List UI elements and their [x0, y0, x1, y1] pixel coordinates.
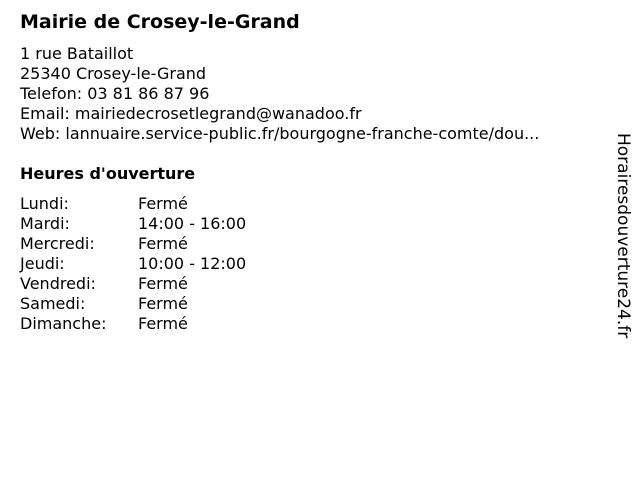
hours-row-wednesday	[20, 234, 600, 254]
day-hours: Fermé	[138, 194, 188, 213]
hours-row-thursday	[20, 254, 600, 274]
day-label: Dimanche:	[20, 314, 107, 333]
day-hours: Fermé	[138, 294, 188, 313]
hours-row-tuesday	[20, 214, 600, 234]
hours-row-saturday	[20, 294, 600, 314]
hours-table	[20, 194, 600, 334]
phone-label: Telefon:	[20, 84, 83, 103]
day-label: Lundi:	[20, 194, 69, 213]
hours-row-friday	[20, 274, 600, 294]
email-label: Email:	[20, 104, 70, 123]
day-label: Vendredi:	[20, 274, 96, 293]
email-address[interactable]: mairiedecrosetlegrand@wanadoo.fr	[74, 104, 362, 123]
day-label: Mardi:	[20, 214, 70, 233]
hours-heading: Heures d'ouverture	[20, 164, 196, 183]
hours-row-monday	[20, 194, 600, 214]
web-link[interactable]: lannuaire.service-public.fr/bourgogne-franche-comte/dou...	[65, 124, 540, 143]
day-hours: 14:00 - 16:00	[138, 214, 247, 233]
web-line	[20, 124, 600, 144]
day-hours: Fermé	[138, 234, 188, 253]
email-line	[20, 104, 600, 124]
street-address: 1 rue Bataillot	[20, 44, 134, 63]
city-line: 25340 Crosey-le-Grand	[20, 64, 207, 83]
day-hours: Fermé	[138, 314, 188, 333]
day-hours: 10:00 - 12:00	[138, 254, 247, 273]
day-label: Samedi:	[20, 294, 86, 313]
day-hours: Fermé	[138, 274, 188, 293]
business-card	[20, 8, 600, 334]
web-label: Web:	[20, 124, 61, 143]
business-name: Mairie de Crosey-le-Grand	[20, 11, 300, 33]
brand-watermark: Horairesdouverture24.fr	[613, 133, 633, 339]
day-label: Mercredi:	[20, 234, 95, 253]
phone-line	[20, 84, 600, 104]
hours-row-sunday	[20, 314, 600, 334]
day-label: Jeudi:	[20, 254, 65, 273]
phone-number[interactable]: 03 81 86 87 96	[87, 84, 210, 103]
